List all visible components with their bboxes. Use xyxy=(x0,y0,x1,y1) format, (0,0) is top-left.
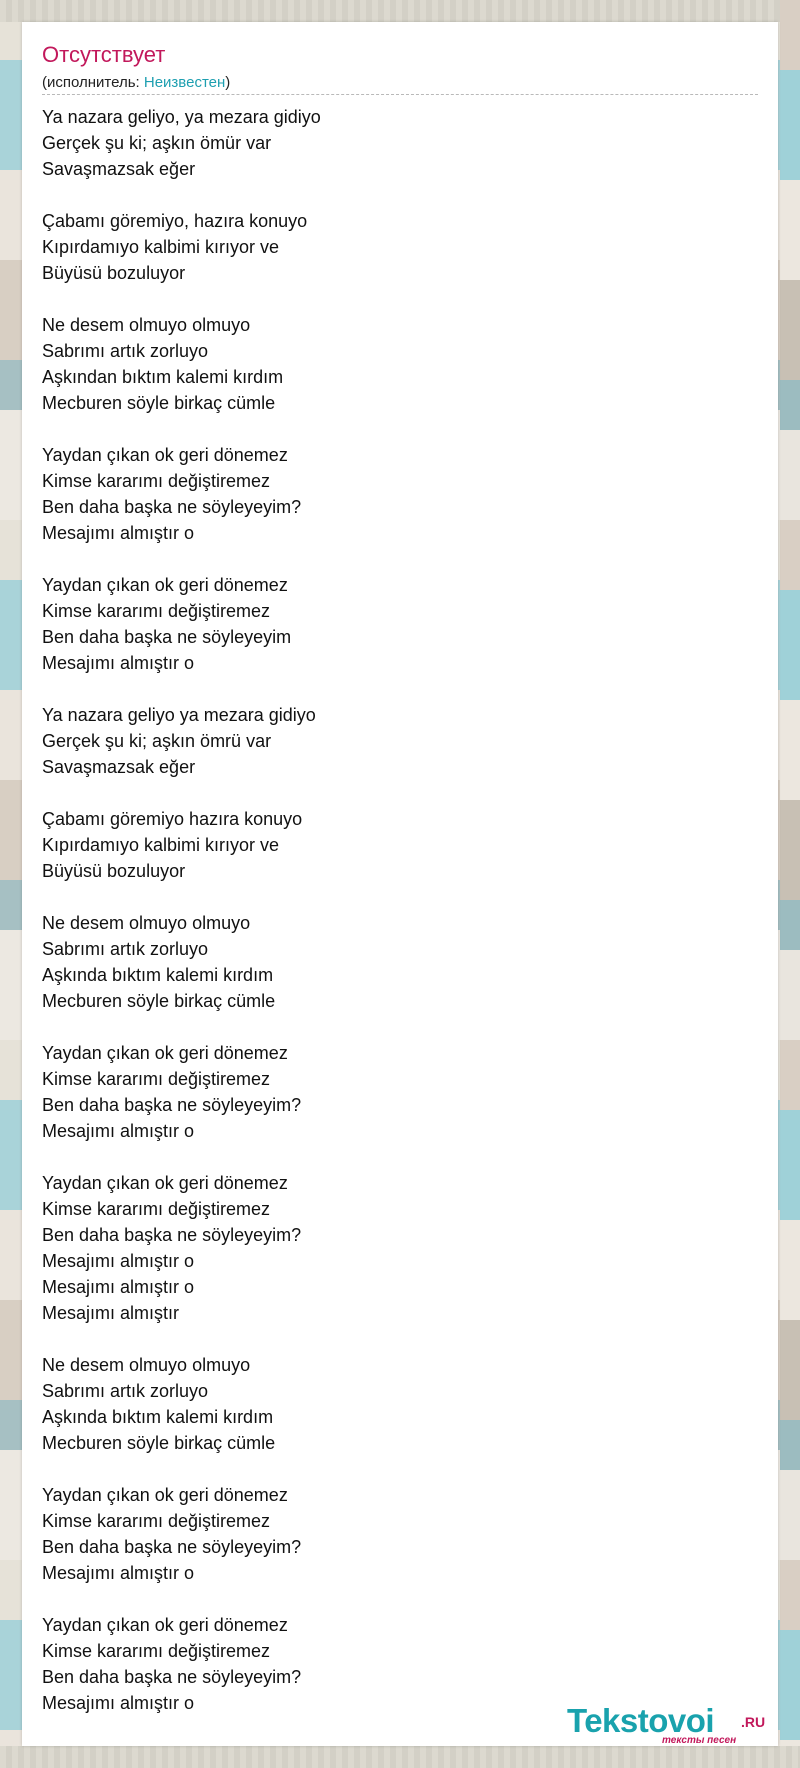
lyric-line: Aşkında bıktım kalemi kırdım xyxy=(42,1407,274,1427)
site-logo[interactable] xyxy=(567,1702,767,1746)
lyric-line: Savaşmazsak eğer xyxy=(42,159,196,179)
lyric-line: Sabrımı artık zorluyo xyxy=(42,1381,209,1401)
lyric-line: Çabamı göremiyo hazıra konuyo xyxy=(42,809,303,829)
lyric-line: Mecburen söyle birkaç cümle xyxy=(42,393,276,413)
lyrics-body xyxy=(42,104,742,1742)
lyric-line: Kimse kararımı değiştiremez xyxy=(42,601,271,621)
lyrics-stanza xyxy=(42,442,742,546)
lyric-line: Yaydan çıkan ok geri dönemez xyxy=(42,1043,288,1063)
page-bottom-border xyxy=(0,1746,800,1768)
lyrics-stanza xyxy=(42,572,742,676)
lyric-line: Mesajımı almıştır o xyxy=(42,653,195,673)
lyrics-stanza xyxy=(42,1170,742,1326)
lyric-line: Mecburen söyle birkaç cümle xyxy=(42,991,276,1011)
lyric-line: Ya nazara geliyo, ya mezara gidiyo xyxy=(42,107,321,127)
header-divider xyxy=(42,94,758,95)
lyric-line: Ne desem olmuyo olmuyo xyxy=(42,315,251,335)
lyrics-stanza xyxy=(42,702,742,780)
lyric-line: Gerçek şu ki; aşkın ömrü var xyxy=(42,731,272,751)
artist-line xyxy=(42,74,230,91)
lyrics-stanza xyxy=(42,312,742,416)
right-stripe-background xyxy=(780,0,800,1768)
lyric-line: Mesajımı almıştır o xyxy=(42,1121,195,1141)
lyric-line: Ne desem olmuyo olmuyo xyxy=(42,1355,251,1375)
lyric-line: Ben daha başka ne söyleyeyim? xyxy=(42,1095,302,1115)
lyric-line: Savaşmazsak eğer xyxy=(42,757,196,777)
artist-suffix: ) xyxy=(225,74,231,91)
lyric-line: Aşkından bıktım kalemi kırdım xyxy=(42,367,284,387)
lyric-line: Kıpırdamıyo kalbimi kırıyor ve xyxy=(42,835,280,855)
lyric-line: Yaydan çıkan ok geri dönemez xyxy=(42,1173,288,1193)
logo-wordmark: Tekstovoi xyxy=(567,1702,715,1739)
lyric-line: Büyüsü bozuluyor xyxy=(42,861,186,881)
lyric-line: Mesajımı almıştır xyxy=(42,1303,180,1323)
lyric-line: Mesajımı almıştır o xyxy=(42,1251,195,1271)
lyric-line: Kıpırdamıyo kalbimi kırıyor ve xyxy=(42,237,280,257)
lyric-line: Mesajımı almıştır o xyxy=(42,1277,195,1297)
lyrics-stanza xyxy=(42,104,742,182)
artist-link[interactable]: Неизвестен xyxy=(143,74,226,91)
lyric-line: Mesajımı almıştır o xyxy=(42,1693,195,1713)
lyrics-card xyxy=(22,22,778,1746)
lyrics-stanza xyxy=(42,1482,742,1586)
artist-prefix: (исполнитель: xyxy=(42,74,144,91)
lyrics-stanza xyxy=(42,1352,742,1456)
lyric-line: Büyüsü bozuluyor xyxy=(42,263,186,283)
lyrics-stanza xyxy=(42,1612,742,1716)
lyric-line: Ben daha başka ne söyleyeyim? xyxy=(42,1537,302,1557)
lyric-line: Ya nazara geliyo ya mezara gidiyo xyxy=(42,705,316,725)
lyric-line: Yaydan çıkan ok geri dönemez xyxy=(42,575,288,595)
lyrics-stanza xyxy=(42,806,742,884)
lyric-line: Aşkında bıktım kalemi kırdım xyxy=(42,965,274,985)
lyric-line: Yaydan çıkan ok geri dönemez xyxy=(42,1485,288,1505)
lyric-line: Sabrımı artık zorluyo xyxy=(42,341,209,361)
lyric-line: Kimse kararımı değiştiremez xyxy=(42,1069,271,1089)
lyrics-stanza xyxy=(42,910,742,1014)
lyric-line: Kimse kararımı değiştiremez xyxy=(42,471,271,491)
lyric-line: Ben daha başka ne söyleyeyim? xyxy=(42,1667,302,1687)
lyric-line: Mesajımı almıştır o xyxy=(42,1563,195,1583)
lyric-line: Mecburen söyle birkaç cümle xyxy=(42,1433,276,1453)
lyric-line: Ben daha başka ne söyleyeyim? xyxy=(42,1225,302,1245)
lyric-line: Kimse kararımı değiştiremez xyxy=(42,1511,271,1531)
lyric-line: Yaydan çıkan ok geri dönemez xyxy=(42,445,288,465)
lyric-line: Gerçek şu ki; aşkın ömür var xyxy=(42,133,272,153)
logo-tagline: тексты песен xyxy=(662,1735,737,1746)
song-title: Отсутствует xyxy=(42,42,166,67)
lyric-line: Sabrımı artık zorluyo xyxy=(42,939,209,959)
lyric-line: Ne desem olmuyo olmuyo xyxy=(42,913,251,933)
logo-domain: .RU xyxy=(741,1714,766,1730)
lyric-line: Çabamı göremiyo, hazıra konuyo xyxy=(42,211,308,231)
lyrics-stanza xyxy=(42,208,742,286)
lyric-line: Kimse kararımı değiştiremez xyxy=(42,1199,271,1219)
lyrics-stanza xyxy=(42,1040,742,1144)
lyric-line: Yaydan çıkan ok geri dönemez xyxy=(42,1615,288,1635)
page-top-border xyxy=(0,0,800,22)
lyric-line: Kimse kararımı değiştiremez xyxy=(42,1641,271,1661)
lyric-line: Mesajımı almıştır o xyxy=(42,523,195,543)
lyric-line: Ben daha başka ne söyleyeyim xyxy=(42,627,292,647)
lyric-line: Ben daha başka ne söyleyeyim? xyxy=(42,497,302,517)
